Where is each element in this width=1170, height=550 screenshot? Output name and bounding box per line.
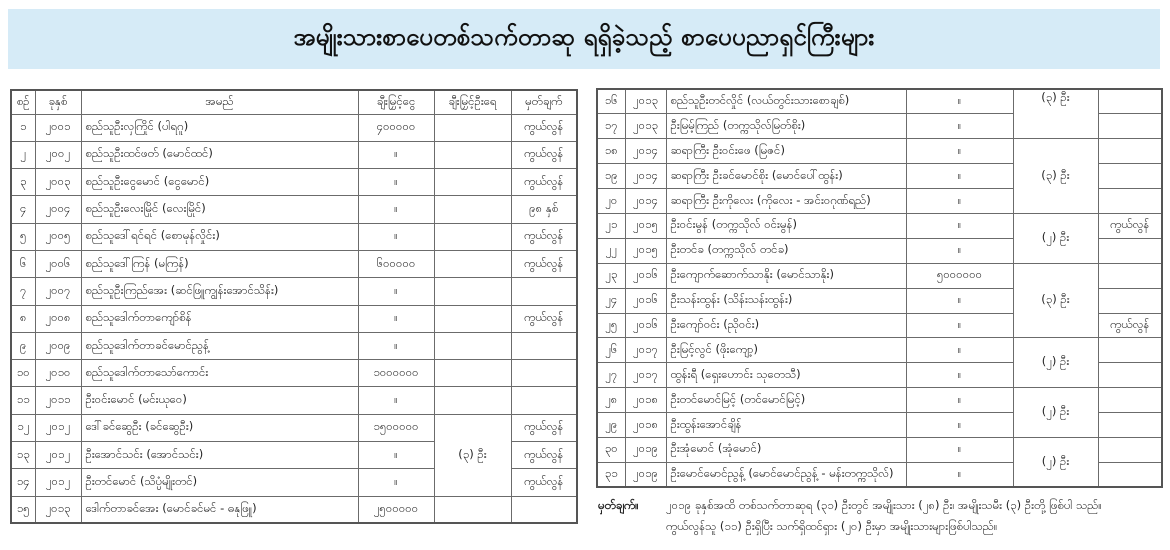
cell-remark: ကွယ်လွန်	[511, 223, 577, 250]
cell-no: ၁၁	[11, 387, 35, 414]
table-row	[11, 223, 577, 250]
footnote-label: မှတ်ချက်။	[598, 498, 639, 512]
cell-remark	[1098, 89, 1162, 114]
cell-no: ၈	[11, 305, 35, 332]
cell-name: ဦးကျောက်ဆောက်သာနိုး (မောင်သာနိုး)	[666, 263, 906, 288]
cell-name: စည်သူဦးငွေမောင် (ငွေမောင်)	[81, 169, 358, 196]
col-header-no: စဉ်	[11, 90, 35, 114]
table-row	[597, 388, 1162, 413]
cell-remark	[1098, 263, 1162, 288]
cell-recipients	[434, 496, 511, 523]
footnote-body	[666, 495, 1166, 537]
cell-amount: ။	[906, 413, 1013, 438]
cell-year: ၂၀၀၂	[35, 141, 81, 168]
cell-year: ၂၀၀၇	[35, 278, 81, 305]
cell-year: ၂၀၁၇	[625, 363, 666, 388]
cell-amount: ၅၀၀၀၀၀၀	[906, 263, 1013, 288]
footnote-line-2: ကွယ်လွန်သူ (၁၁) ဦးရှိပြီး သက်ရှိထင်ရှား (၂၀) ဦးမှာ အမျိုးသားများဖြစ်ပါသည်။	[666, 519, 998, 533]
cell-remark: ကွယ်လွန်	[511, 305, 577, 332]
cell-remark: ကွယ်လွန်	[511, 141, 577, 168]
cell-name: ဦးတင်ခ (တက္ကသိုလ် တင်ခ)	[666, 238, 906, 263]
cell-year: ၂၀၁၈	[625, 413, 666, 438]
cell-no: ၃၀	[597, 437, 625, 462]
cell-remark	[1098, 288, 1162, 313]
cell-remark	[1098, 238, 1162, 263]
cell-no: ၁	[11, 114, 35, 141]
table-row	[11, 305, 577, 332]
cell-name: စည်သူဦးကြည်အေး (ဆင်ဖြူကျွန်းအောင်သိန်း)	[81, 278, 358, 305]
cell-remark	[511, 387, 577, 414]
col-header-year: ခုနှစ်	[35, 90, 81, 114]
cell-no: ၂၀	[597, 189, 625, 214]
cell-year: ၂၀၁၆	[625, 263, 666, 288]
cell-amount: ။	[906, 164, 1013, 189]
cell-remark	[1098, 114, 1162, 139]
col-header-recipients: ချီးမြှင့်ဦးရေ	[434, 90, 511, 114]
cell-name: ဦးတင်မောင်မြင့် (တင်မောင်မြင့်)	[666, 388, 906, 413]
cell-no: ၂၃	[597, 263, 625, 288]
cell-name: ဦးအုံမောင် (အုံမောင်)	[666, 437, 906, 462]
cell-amount: ။	[906, 89, 1013, 114]
cell-year: ၂၀၀၈	[35, 305, 81, 332]
table-row	[11, 387, 577, 414]
cell-no: ၁၀	[11, 360, 35, 387]
table-row	[11, 196, 577, 223]
cell-remark	[1098, 413, 1162, 438]
cell-remark: ကွယ်လွန်	[1098, 213, 1162, 238]
cell-year: ၂၀၁၉	[625, 462, 666, 487]
cell-amount: ၄၀၀၀၀၀	[358, 114, 434, 141]
table-row	[11, 332, 577, 359]
cell-name: စည်သူဒေါက်တာသော်ကောင်း	[81, 360, 358, 387]
cell-no: ၂၁	[597, 213, 625, 238]
col-header-amount: ချီးမြှင့်ငွေ	[358, 90, 434, 114]
cell-no: ၂၄	[597, 288, 625, 313]
cell-amount: ။	[358, 469, 434, 496]
cell-name: ထွန်းရီ (ရှေးဟောင်း သုတေသီ)	[666, 363, 906, 388]
table-row	[11, 360, 577, 387]
cell-recipients-group: (၂) ဦး	[1013, 388, 1098, 438]
cell-no: ၃	[11, 169, 35, 196]
table-row	[597, 338, 1162, 363]
table-row	[11, 250, 577, 277]
table-row	[597, 139, 1162, 164]
cell-year: ၂၀၁၄	[625, 164, 666, 189]
cell-remark	[1098, 388, 1162, 413]
cell-recipients	[434, 196, 511, 223]
cell-name: ဆရာကြီး ဦးဝင်းဖေ (မြဇင်)	[666, 139, 906, 164]
cell-year: ၂၀၁၅	[625, 213, 666, 238]
cell-amount: ။	[906, 437, 1013, 462]
cell-year: ၂၀၀၉	[35, 332, 81, 359]
cell-remark	[511, 360, 577, 387]
cell-no: ၂၉	[597, 413, 625, 438]
cell-no: ၄	[11, 196, 35, 223]
cell-remark: ကွယ်လွန်	[511, 169, 577, 196]
page-title: အမျိုးသားစာပေတစ်သက်တာဆု ရရှိခဲ့သည့် စာပေပညာရှင်ကြီးများ	[293, 23, 875, 51]
col-header-remark: မှတ်ချက်	[511, 90, 577, 114]
cell-amount: ၁၅၀၀၀၀၀	[358, 414, 434, 441]
cell-remark: ကွယ်လွန်	[511, 469, 577, 496]
cell-remark	[1098, 437, 1162, 462]
cell-no: ၁၅	[11, 496, 35, 523]
cell-name: စည်သူဒေါ်ရင်ရင် (စောမုန်လှိုင်း)	[81, 223, 358, 250]
cell-recipients-group: (၃) ဦး	[434, 414, 511, 496]
cell-amount: ။	[906, 363, 1013, 388]
cell-amount: ။	[906, 213, 1013, 238]
title-banner	[8, 9, 1160, 69]
table-row	[597, 213, 1162, 238]
cell-amount: ။	[906, 313, 1013, 338]
cell-name: ဦးအောင်သင်း (အောင်သင်း)	[81, 442, 358, 469]
cell-name: စည်သူဦးထင်ဖတ် (မောင်ထင်)	[81, 141, 358, 168]
cell-name: ဒေါက်တာခင်အေး (မောင်ခင်မင် - ဓနုဖြူ)	[81, 496, 358, 523]
cell-no: ၆	[11, 250, 35, 277]
cell-year: ၂၀၀၄	[35, 196, 81, 223]
cell-year: ၂၀၀၆	[35, 250, 81, 277]
cell-remark	[1098, 139, 1162, 164]
cell-amount: ။	[906, 388, 1013, 413]
table-row	[11, 141, 577, 168]
cell-recipients	[434, 223, 511, 250]
cell-no: ၁၇	[597, 114, 625, 139]
cell-amount: ။	[358, 278, 434, 305]
cell-no: ၁၃	[11, 442, 35, 469]
cell-name: ဦးဝင်းမောင် (မင်းယုဝေ)	[81, 387, 358, 414]
cell-recipients	[434, 387, 511, 414]
cell-name: စည်သူဒေါက်တာကျော်စိန်	[81, 305, 358, 332]
cell-year: ၂၀၁၂	[35, 442, 81, 469]
table-row	[11, 278, 577, 305]
cell-recipients-group: (၂) ဦး	[1013, 213, 1098, 263]
cell-name: ဦးမြမ့်ကြည် (တက္ကသိုလ်မြတ်စိုး)	[666, 114, 906, 139]
cell-amount: ။	[358, 442, 434, 469]
cell-remark	[1098, 363, 1162, 388]
cell-year: ၂၀၁၈	[625, 388, 666, 413]
cell-year: ၂၀၁၂	[35, 414, 81, 441]
cell-year: ၂၀၀၅	[35, 223, 81, 250]
cell-no: ၂၅	[597, 313, 625, 338]
cell-no: ၂၈	[597, 388, 625, 413]
table-row	[597, 263, 1162, 288]
cell-recipients-group: (၃) ဦး	[1013, 139, 1098, 214]
cell-amount: ။	[358, 305, 434, 332]
cell-year: ၂၀၀၁	[35, 114, 81, 141]
cell-year: ၂၀၀၃	[35, 169, 81, 196]
cell-name: စည်သူဦးတင်လှိုင် (လယ်တွင်းသားစောချစ်)	[666, 89, 906, 114]
cell-remark	[511, 496, 577, 523]
cell-no: ၁၆	[597, 89, 625, 114]
cell-remark	[1098, 462, 1162, 487]
cell-recipients-group: (၂) ဦး	[1013, 338, 1098, 388]
cell-amount: ၂၅၀၀၀၀၀	[358, 496, 434, 523]
cell-name: စည်သူဒေါက်တာခင်မောင်ညွန့်	[81, 332, 358, 359]
cell-no: ၉	[11, 332, 35, 359]
cell-remark	[1098, 338, 1162, 363]
cell-remark	[1098, 189, 1162, 214]
cell-no: ၂	[11, 141, 35, 168]
cell-amount: ။	[906, 114, 1013, 139]
cell-amount: ။	[906, 238, 1013, 263]
cell-name: ဦးကျော်ဝင်း (ညိုဝင်း)	[666, 313, 906, 338]
cell-name: စည်သူဦးလှကြိုင် (ပါရဂူ)	[81, 114, 358, 141]
cell-amount: ။	[358, 169, 434, 196]
cell-amount: ။	[906, 189, 1013, 214]
table-row	[597, 437, 1162, 462]
awardees-table-left	[10, 89, 578, 524]
cell-recipients	[434, 305, 511, 332]
cell-recipients	[434, 141, 511, 168]
cell-year: ၂၀၁၉	[625, 437, 666, 462]
cell-year: ၂၀၁၀	[35, 360, 81, 387]
cell-no: ၂၇	[597, 363, 625, 388]
cell-amount: ။	[906, 139, 1013, 164]
cell-amount: ။	[906, 338, 1013, 363]
cell-amount: ။	[358, 196, 434, 223]
cell-no: ၅	[11, 223, 35, 250]
cell-name: ဦးထွန်းအောင်ချိန်	[666, 413, 906, 438]
cell-no: ၃၁	[597, 462, 625, 487]
cell-remark	[511, 278, 577, 305]
cell-recipients	[434, 278, 511, 305]
cell-remark: ၉၈ နှစ်	[511, 196, 577, 223]
table-row	[11, 414, 577, 441]
cell-amount: ။	[358, 223, 434, 250]
cell-amount: ။	[358, 387, 434, 414]
table-row	[11, 114, 577, 141]
cell-name: စည်သူဒေါ်ကြန် (မကြန်)	[81, 250, 358, 277]
cell-year: ၂၀၁၆	[625, 288, 666, 313]
cell-name: စည်သူဦးလေးမြိုင် (လေးမြိုင်)	[81, 196, 358, 223]
cell-recipients	[434, 114, 511, 141]
cell-recipients	[434, 169, 511, 196]
table-header-row	[11, 90, 577, 114]
cell-year: ၂၀၁၆	[625, 313, 666, 338]
cell-name: ဦးမြင့်လွင် (ဖိုးကျော့)	[666, 338, 906, 363]
cell-name: ဦးတင်မောင် (သိပ္ပံမျိုးတင်)	[81, 469, 358, 496]
cell-name: ဒေါ်ခင်ဆွေဦး (ခင်ဆွေဦး)	[81, 414, 358, 441]
cell-recipients-group: (၃) ဦး	[1013, 263, 1098, 338]
table-row	[597, 89, 1162, 114]
cell-no: ၂၂	[597, 238, 625, 263]
table-row	[11, 169, 577, 196]
cell-amount: ။	[906, 288, 1013, 313]
cell-year: ၂၀၁၂	[35, 469, 81, 496]
cell-year: ၂၀၁၃	[625, 89, 666, 114]
cell-year: ၂၀၁၃	[625, 114, 666, 139]
cell-remark: ကွယ်လွန်	[511, 250, 577, 277]
cell-remark: ကွယ်လွန်	[511, 114, 577, 141]
col-header-name: အမည်	[81, 90, 358, 114]
cell-year: ၂၀၁၄	[625, 139, 666, 164]
cell-recipients-group: (၃) ဦး	[1013, 89, 1098, 139]
cell-recipients	[434, 360, 511, 387]
cell-no: ၇	[11, 278, 35, 305]
awardees-table-right	[596, 88, 1163, 488]
cell-year: ၂၀၁၃	[35, 496, 81, 523]
cell-no: ၁၄	[11, 469, 35, 496]
cell-amount: ။	[358, 332, 434, 359]
cell-no: ၁၈	[597, 139, 625, 164]
cell-year: ၂၀၁၇	[625, 338, 666, 363]
table-row	[11, 496, 577, 523]
cell-no: ၁၂	[11, 414, 35, 441]
cell-year: ၂၀၁၅	[625, 238, 666, 263]
cell-no: ၂၆	[597, 338, 625, 363]
cell-remark: ကွယ်လွန်	[511, 414, 577, 441]
cell-recipients-group: (၂) ဦး	[1013, 437, 1098, 487]
cell-name: ဆရာကြီး ဦးကိုလေး (ကိုလေး - အင်းဝဂုဏ်ရည်)	[666, 189, 906, 214]
cell-name: ဦးဝင်းမွန် (တက္ကသိုလ် ဝင်းမွန်)	[666, 213, 906, 238]
cell-amount: ။	[358, 141, 434, 168]
cell-year: ၂၀၁၁	[35, 387, 81, 414]
cell-remark: ကွယ်လွန်	[511, 442, 577, 469]
cell-recipients	[434, 332, 511, 359]
cell-remark	[1098, 164, 1162, 189]
cell-year: ၂၀၁၄	[625, 189, 666, 214]
cell-name: ဦးမောင်မောင်ညွန့် (မောင်မောင်ညွန့် - မန်းတက္ကသိုလ်)	[666, 462, 906, 487]
cell-amount: ၁၀၀၀၀၀၀	[358, 360, 434, 387]
cell-recipients	[434, 250, 511, 277]
cell-name: ဆရာကြီး ဦးခင်မောင်စိုး (မောင်ပေါ်ထွန်း)	[666, 164, 906, 189]
cell-amount: ။	[906, 462, 1013, 487]
cell-no: ၁၉	[597, 164, 625, 189]
cell-name: ဦးသန်းထွန်း (သိန်းသန်းထွန်း)	[666, 288, 906, 313]
cell-amount: ၆၀၀၀၀၀	[358, 250, 434, 277]
cell-remark	[511, 332, 577, 359]
cell-remark: ကွယ်လွန်	[1098, 313, 1162, 338]
footnote-line-1: ၂၀၁၉ ခုနှစ်အထိ တစ်သက်တာဆုရ (၃၁) ဦးတွင် အမျိုးသား (၂၈) ဦး၊ အမျိုးသမီး (၃) ဦးတို့ ဖြစ်ပါ သည်။	[666, 498, 1102, 512]
